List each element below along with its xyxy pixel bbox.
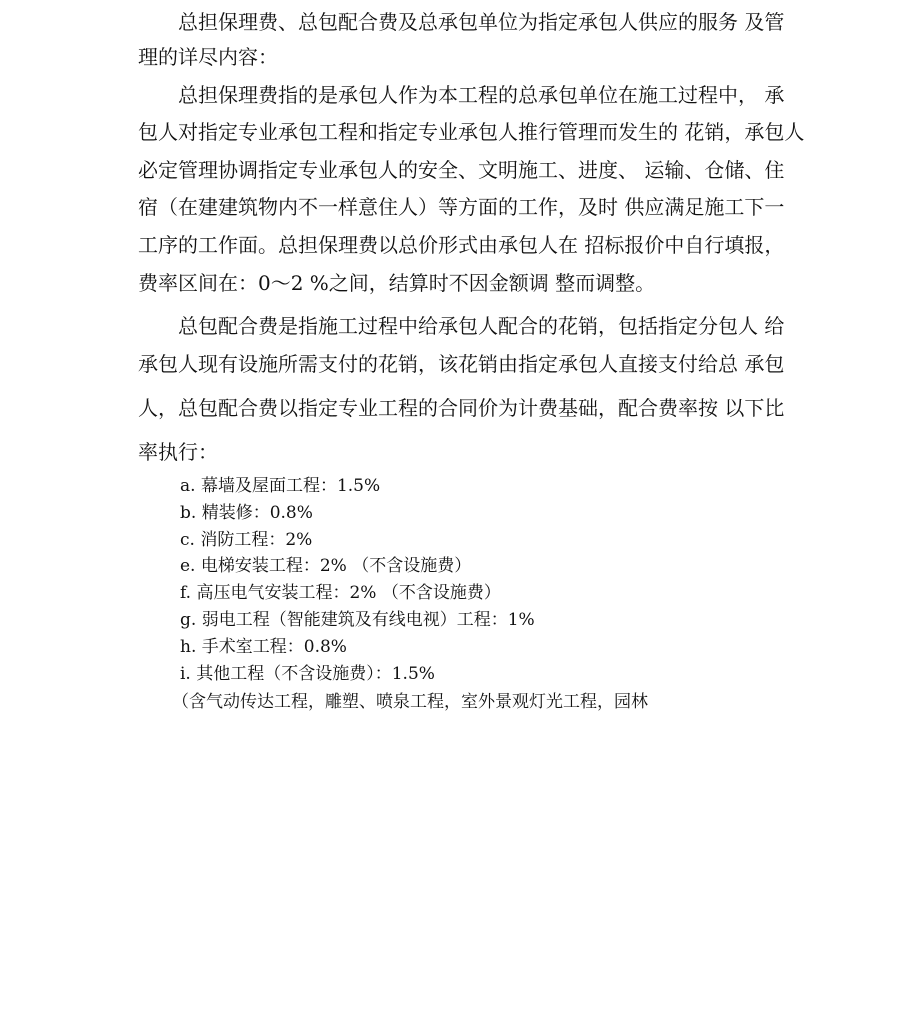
- text-line: 总担保理费、总包配合费及总承包单位为指定承包人供应的服务 及管: [178, 10, 785, 34]
- text-line: 人，总包配合费以指定专业工程的合同价为计费基础，配合费率按 以下比: [138, 396, 785, 420]
- list-item: f. 高压电气安装工程：2% （不含设施费）: [180, 583, 501, 603]
- list-item: b. 精装修：0.8%: [180, 503, 313, 523]
- list-item: h. 手术室工程：0.8%: [180, 637, 347, 657]
- list-item: e. 电梯安装工程：2% （不含设施费）: [180, 556, 472, 576]
- text-line: 费率区间在：0～2 %之间，结算时不因金额调 整而调整。: [138, 271, 656, 295]
- text-line: 率执行：: [138, 440, 218, 464]
- list-item: a. 幕墙及屋面工程：1.5%: [180, 476, 381, 496]
- text-line: 包人对指定专业承包工程和指定专业承包人推行管理而发生的 花销，承包人: [138, 120, 805, 144]
- text-line: 必定管理协调指定专业承包人的安全、文明施工、进度、 运输、仓储、住: [138, 158, 785, 182]
- text-line: 宿（在建建筑物内不一样意住人）等方面的工作，及时 供应满足施工下一: [138, 195, 785, 219]
- text-line: 总包配合费是指施工过程中给承包人配合的花销，包括指定分包人 给: [178, 314, 785, 338]
- list-item: c. 消防工程：2%: [180, 530, 313, 550]
- text-line: 理的详尽内容：: [138, 45, 278, 69]
- list-item: i. 其他工程（不含设施费）：1.5%: [180, 664, 435, 684]
- text-line: 承包人现有设施所需支付的花销，该花销由指定承包人直接支付给总 承包: [138, 352, 785, 376]
- list-item: g. 弱电工程（智能建筑及有线电视）工程：1%: [180, 610, 535, 630]
- text-line: 工序的工作面。总担保理费以总价形式由承包人在 招标报价中自行填报，: [138, 233, 785, 257]
- text-line: 总担保理费指的是承包人作为本工程的总承包单位在施工过程中， 承: [178, 83, 785, 107]
- list-item: （含气动传达工程，雕塑、喷泉工程，室外景观灯光工程，园林: [172, 692, 648, 712]
